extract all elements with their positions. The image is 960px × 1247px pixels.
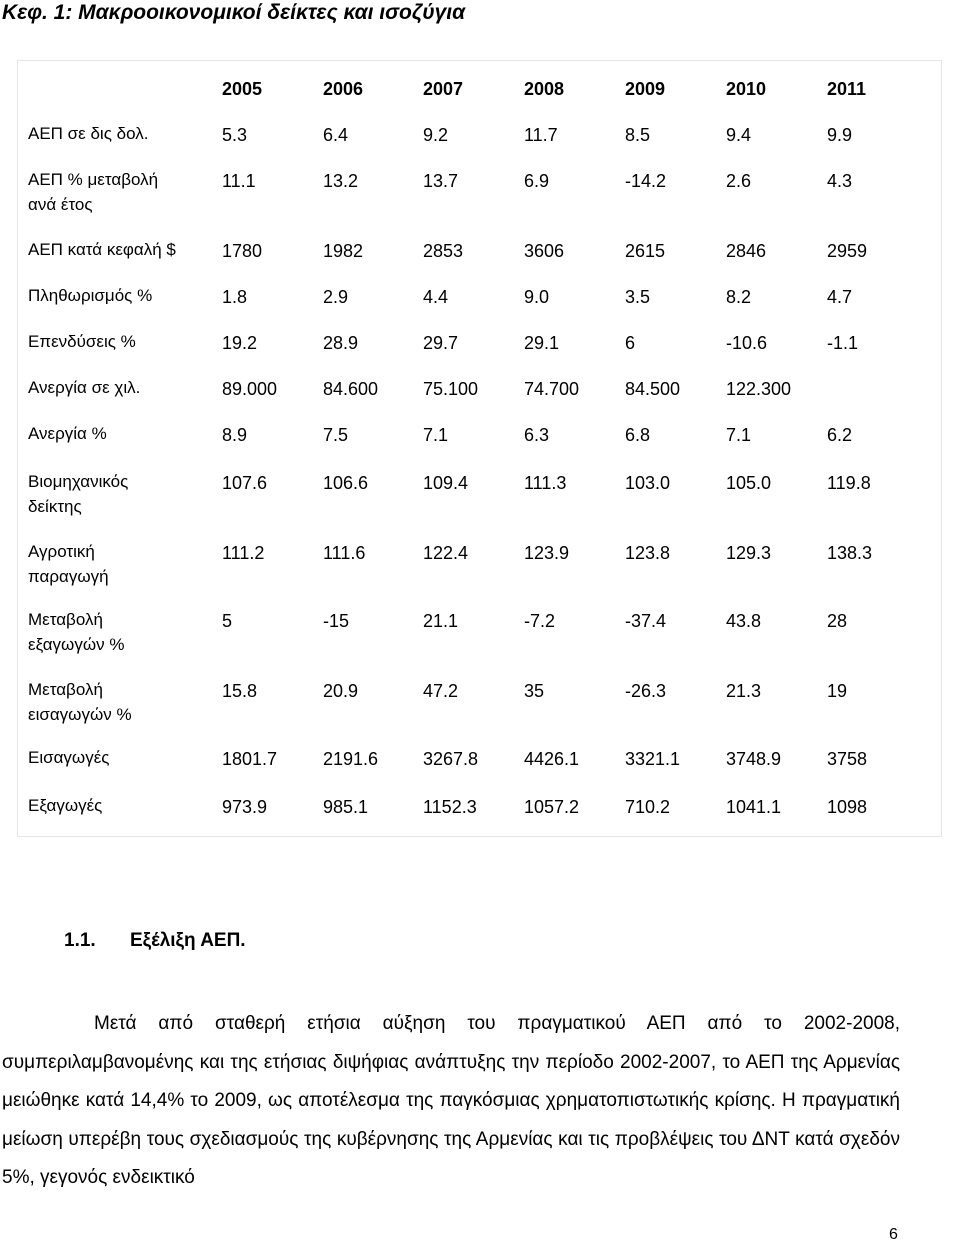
row-label: ΑΕΠ % μεταβολή ανά έτος [28,170,159,214]
table-cell: -7.2 [524,611,556,631]
table-cell: 973.9 [222,797,268,817]
body-paragraph: Μετά από σταθερή ετήσια αύξηση του πραγματικού ΑΕΠ από το 2002-2008, συμπεριλαμβανομένης και της ετήσιας διψήφιας ανάπτυξης την περίοδο 2002-2007, το ΑΕΠ της Αρμενίας μειώθηκε κατά 14,4% το 2009, ως αποτέλεσμα της παγκόσμιας χρηματοπιστωτικής κρίσης. Η πραγματική μείωση υπερέβη τους σχεδιασμούς της κυβέρνησης της Αρμενίας και τις προβλέψεις του ΔΝΤ κατά σχεδόν 5%, γεγονός ενδεικτικό [2,1013,900,1188]
table-cell: 75.100 [423,379,479,399]
table-cell: 5.3 [222,125,248,145]
row-label: Μεταβολή εισαγωγών % [28,680,132,724]
year-header: 2008 [524,79,565,99]
table-cell: 9.0 [524,287,550,307]
table-cell: 84.600 [323,379,379,399]
table-cell: 4.7 [827,287,853,307]
row-label: Αγροτική παραγωγή [28,542,109,586]
table-cell: 9.9 [827,125,853,145]
table-cell: 5 [222,611,233,631]
table-cell: 19 [827,681,848,701]
table-cell: 111.2 [222,543,265,563]
table-cell: 35 [524,681,545,701]
table-cell: 4.3 [827,171,853,191]
table-cell: 109.4 [423,473,469,493]
table-cell: 7.5 [323,425,349,445]
table-cell: 129.3 [726,543,772,563]
table-cell: 111.6 [323,543,366,563]
table-cell: 28.9 [323,333,359,353]
table-cell: 29.7 [423,333,459,353]
table-cell: 28 [827,611,848,631]
row-label: Μεταβολή εξαγωγών % [28,610,125,654]
table-cell: 9.2 [423,125,449,145]
table-cell: 20.9 [323,681,359,701]
table-cell: -26.3 [625,681,667,701]
table-cell: 1152.3 [423,797,477,817]
table-cell: 74.700 [524,379,580,399]
table-cell: 6.8 [625,425,651,445]
table-cell: 1982 [323,241,364,261]
table-cell: -1.1 [827,333,859,353]
table-cell: 2615 [625,241,666,261]
year-header: 2011 [827,79,867,99]
table-cell: 6.4 [323,125,349,145]
table-cell: 6 [625,333,636,353]
table-cell: 2191.6 [323,749,379,769]
table-cell: 3606 [524,241,565,261]
table-cell: 3758 [827,749,868,769]
indicators-table [17,60,942,837]
page-number: 6 [889,1226,898,1243]
section-number: 1.1. [64,930,96,951]
table-cell: 3748.9 [726,749,782,769]
section-title: Εξέλιξη ΑΕΠ. [130,930,246,951]
year-header: 2005 [222,79,263,99]
table-cell: 9.4 [726,125,752,145]
table-cell: 6.3 [524,425,550,445]
table-cell: 123.8 [625,543,671,563]
table-cell: 21.3 [726,681,762,701]
table-cell: 3267.8 [423,749,479,769]
table-cell: 2846 [726,241,767,261]
chapter-title: Κεφ. 1: Μακροοικονομικοί δείκτες και ισοζύγια [2,1,466,24]
table-cell: 122.4 [423,543,469,563]
table-cell: 122.300 [726,379,792,399]
table-cell: -37.4 [625,611,667,631]
table-cell: 11.7 [524,125,558,145]
table-cell: -14.2 [625,171,667,191]
row-label: Πληθωρισμός % [28,286,153,305]
table-cell: 2.9 [323,287,349,307]
table-cell: 15.8 [222,681,258,701]
table-cell: 138.3 [827,543,873,563]
table-cell: -10.6 [726,333,768,353]
table-cell: 89.000 [222,379,278,399]
table-cell: 2853 [423,241,464,261]
table-cell: 105.0 [726,473,772,493]
table-cell: 710.2 [625,797,671,817]
table-cell: 2.6 [726,171,752,191]
table-cell: 4.4 [423,287,449,307]
row-label: ΑΕΠ σε δις δολ. [28,124,149,143]
table-cell: 84.500 [625,379,681,399]
year-header: 2007 [423,79,464,99]
table-cell: 6.9 [524,171,550,191]
table-cell: 13.2 [323,171,359,191]
table-cell: 119.8 [827,473,871,493]
table-cell: 985.1 [323,797,369,817]
table-cell: 4426.1 [524,749,580,769]
table-cell: -15 [323,611,350,631]
row-label: Εισαγωγές [28,748,110,767]
table-cell: 2959 [827,241,868,261]
table-cell: 21.1 [423,611,459,631]
table-cell: 19.2 [222,333,258,353]
year-header: 2006 [323,79,364,99]
row-label: Ανεργία σε χιλ. [28,378,141,397]
row-label: Εξαγωγές [28,796,103,815]
row-label: Επενδύσεις % [28,332,136,351]
section-heading [64,928,246,954]
table-cell: 123.9 [524,543,570,563]
table-cell: 1780 [222,241,263,261]
year-header: 2009 [625,79,666,99]
year-header: 2010 [726,79,767,99]
table-cell: 106.6 [323,473,369,493]
table-cell: 1801.7 [222,749,278,769]
table-cell: 103.0 [625,473,671,493]
table-cell: 8.5 [625,125,651,145]
table-cell: 107.6 [222,473,268,493]
table-cell: 43.8 [726,611,762,631]
table-cell: 7.1 [423,425,449,445]
table-cell: 8.9 [222,425,248,445]
table-cell: 1041.1 [726,797,782,817]
table-cell: 3.5 [625,287,651,307]
table-cell: 47.2 [423,681,459,701]
table-cell: 111.3 [524,473,567,493]
row-label: ΑΕΠ κατά κεφαλή $ [28,240,176,259]
table-cell: 13.7 [423,171,459,191]
table-cell: 1057.2 [524,797,580,817]
table-cell: 3321.1 [625,749,681,769]
row-label: Βιομηχανικός δείκτης [28,472,129,516]
table-cell: 1.8 [222,287,248,307]
table-cell: 6.2 [827,425,853,445]
table-cell: 11.1 [222,171,256,191]
table-cell: 1098 [827,797,868,817]
table-cell: 8.2 [726,287,752,307]
table-cell: 29.1 [524,333,560,353]
row-label: Ανεργία % [28,424,107,443]
table-cell: 7.1 [726,425,752,445]
